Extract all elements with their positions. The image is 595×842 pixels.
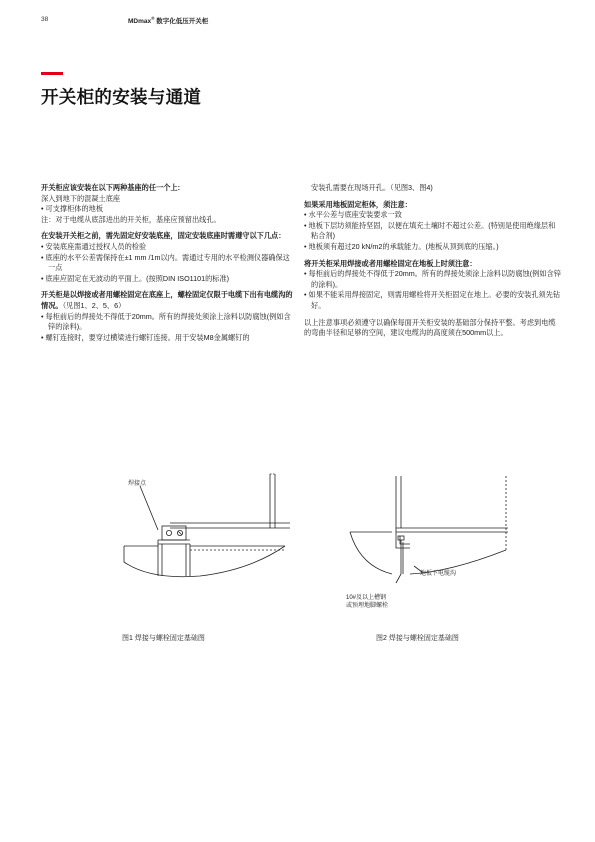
- section-heading-floor: 如果采用地板固定柜体，须注意：: [304, 199, 412, 209]
- section-heading-floor-fix: 将开关柜采用焊接或者用螺栓固定在地板上时须注意：: [304, 258, 477, 268]
- fixing-bullet-3: • 底座应固定在无波动的平面上。(按照DIN ISO1101的标准): [41, 273, 230, 283]
- weld-bullet-1: • 每柜前后的焊接处不得低于20mm。所有的焊接处须涂上涂料以防腐蚀(例如含锌的涂料)。: [41, 311, 291, 332]
- channel-steel-label: 10#及以上槽钢: [346, 595, 387, 601]
- running-header-brand: MDmax: [128, 18, 152, 26]
- page-title: 开关柜的安装与通道: [41, 87, 202, 107]
- base-note: 注：对于电缆从底部进出的开关柜，基座应预留出线孔。: [41, 214, 221, 224]
- floor-bullet-2: • 地板下层坊须能持坚固，以便在填充土壤时不超过公差。(特别是使用绝缘层和粘合剂): [304, 220, 556, 241]
- right-column: [304, 183, 561, 339]
- continued-text: 安装孔需要在现场开孔。（见图3、图4): [311, 183, 433, 192]
- running-header: [128, 16, 208, 25]
- section-heading-base: 开关柜应该安装在以下两种基座的任一个上:: [41, 183, 180, 192]
- floor-bullet-1: • 水平公差与底座安装要求一致: [304, 210, 402, 220]
- accent-bar: [41, 72, 63, 75]
- figure-1-drawing: [120, 470, 290, 585]
- closing-paragraph: 以上注意事项必须遵守以确保每面开关柜安装的基础部分保持平整。考虑到电缆的弯曲半径和足够的空间，建议电缆沟的高度须在500mm以上。: [304, 317, 556, 338]
- figure-2-caption: 图2 焊接与螺栓固定基础图: [376, 635, 459, 642]
- fixing-bullet-1: • 安装底座需通过授权人员的检验: [41, 241, 147, 251]
- left-column: [41, 183, 296, 343]
- weld-bullet-2: • 螺钉连接时，要穿过横梁进行螺钉连接。用于安装M8金属螺钉的: [41, 332, 250, 342]
- section-heading-weld-ref: （见图1、2、5、6）: [62, 300, 126, 310]
- floor-fix-bullet-2: • 如果不能采用焊接固定，则需用螺栓将开关柜固定在地上。必要的安装孔须先钻好。: [304, 290, 561, 310]
- weld-point-label: 焊接点: [128, 481, 147, 487]
- running-header-rest: 数字化低压开关柜: [154, 18, 209, 26]
- cable-trench-label: 地板下电缆沟: [420, 571, 457, 577]
- base-option-2: • 可支撑柜体的地板: [41, 204, 104, 214]
- fixing-bullet-2: • 底座的水平公差需保持在±1 mm /1m以内。需通过专用的水平检测仪器确保这一点: [41, 252, 290, 273]
- anchor-bolt-label: 或预埋地脚螺栓: [346, 603, 389, 609]
- registered-mark: ®: [151, 16, 155, 21]
- base-option-1: 深入到地下的混凝土底座: [41, 193, 121, 203]
- section-heading-weld: 开关柜是以焊接或者用螺栓固定在底座上，螺栓固定仅限于电缆下出有电缆沟的情况。: [41, 290, 293, 310]
- section-weld-bolt: [41, 290, 296, 311]
- page-number: 38: [41, 16, 49, 23]
- section-heading-fixing: 在安装开关柜之前，需先固定好安装底座，固定安装底座时需遵守以下几点：: [41, 231, 286, 241]
- floor-fix-bullet-1: • 每柜前后的焊接处不得低于20mm。所有的焊接处须涂上涂料以防腐蚀(例如含锌的涂料)。: [304, 269, 561, 289]
- floor-bullet-3: • 地板须有超过20 kN/m2的承载能力。(地板从顶到底的压缩。): [304, 241, 499, 251]
- figure-1-caption: 图1 焊接与螺栓固定基础图: [122, 635, 205, 642]
